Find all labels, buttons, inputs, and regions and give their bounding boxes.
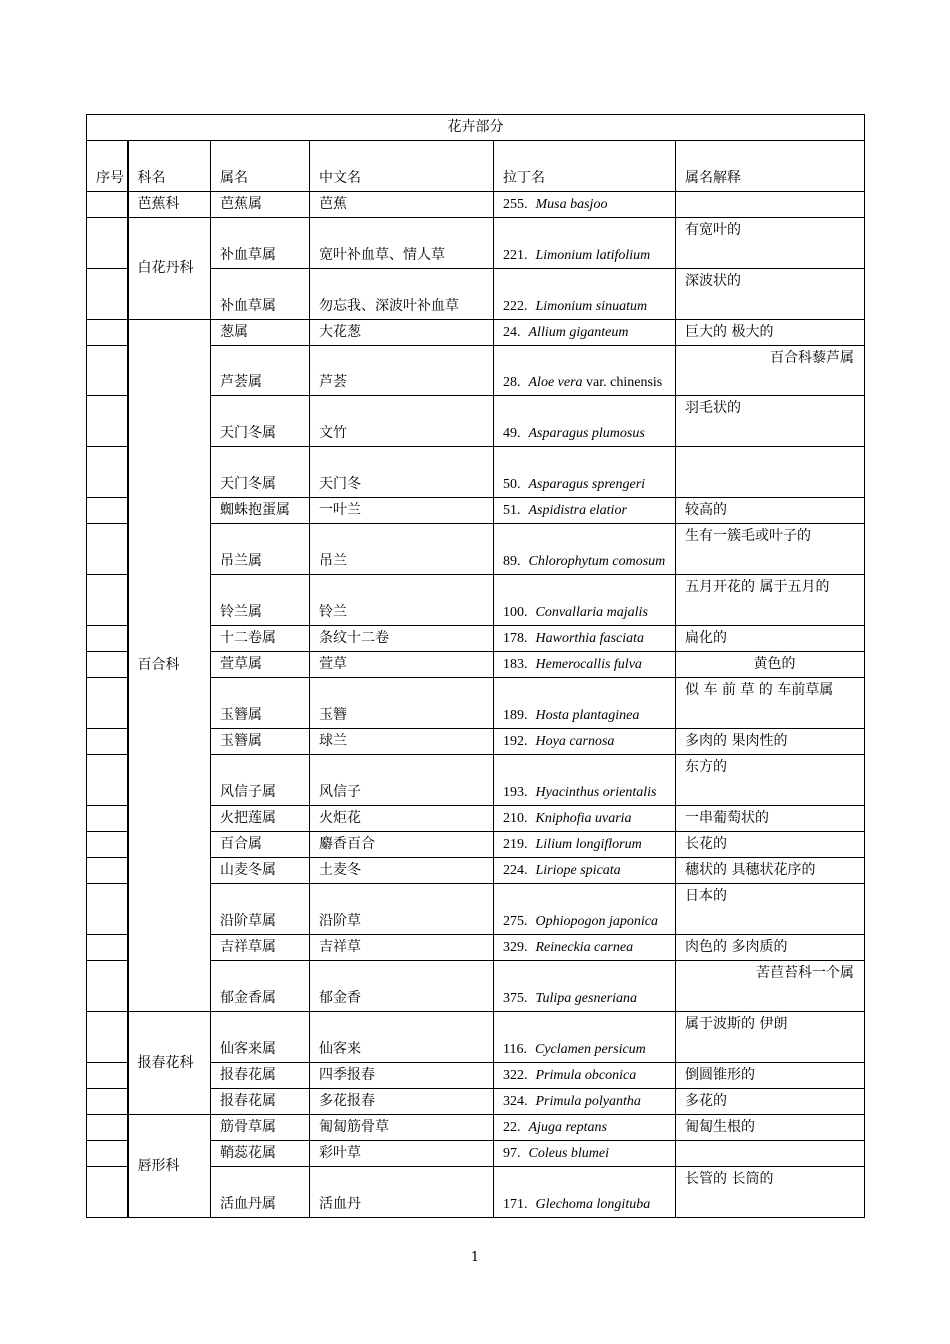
family-cell: 报春花科 [128,1012,211,1115]
chinese-name-cell: 多花报春 [310,1089,494,1115]
latin-name-cell [494,192,676,218]
table-body [87,115,865,1218]
latin-name-cell [494,961,676,1012]
latin-binomial: Aloe vera [528,375,583,390]
table-title-row [87,115,865,141]
latin-name-cell [494,1089,676,1115]
header-genus: 属名 [211,141,310,192]
chinese-name-cell: 四季报春 [310,1063,494,1089]
species-number: 192. [503,734,528,749]
latin-binomial: Tulipa gesneriana [535,991,638,1006]
latin-name-cell [494,652,676,678]
genus-cell: 风信子属 [211,755,310,806]
genus-meaning-cell: 匍匐生根的 [676,1115,865,1141]
chinese-name-cell: 仙客来 [310,1012,494,1063]
index-cell [87,447,128,498]
genus-meaning-cell: 日本的 [676,884,865,935]
species-number: 210. [503,811,528,826]
species-number: 329. [503,940,528,955]
species-number: 322. [503,1068,528,1083]
latin-name-cell [494,396,676,447]
chinese-name-cell: 沿阶草 [310,884,494,935]
genus-cell: 报春花属 [211,1063,310,1089]
latin-binomial: Hosta plantaginea [535,708,640,723]
genus-cell: 沿阶草属 [211,884,310,935]
table-row [87,1012,865,1063]
index-cell [87,498,128,524]
chinese-name-cell: 勿忘我、深波叶补血草 [310,269,494,320]
chinese-name-cell: 芦荟 [310,346,494,396]
genus-meaning-cell: 苦苣苔科一个属 [676,961,865,1012]
index-cell [87,652,128,678]
genus-cell: 吊兰属 [211,524,310,575]
header-index: 序号 [87,141,128,192]
latin-name-cell [494,832,676,858]
genus-meaning-cell: 百合科藜芦属 [676,346,865,396]
species-number: 224. [503,863,528,878]
genus-cell: 萱草属 [211,652,310,678]
latin-binomial: Hemerocallis fulva [535,657,642,672]
chinese-name-cell: 玉簪 [310,678,494,729]
genus-cell: 报春花属 [211,1089,310,1115]
latin-name-cell [494,729,676,755]
genus-cell: 芭蕉属 [211,192,310,218]
latin-binomial: Coleus blumei [528,1146,609,1161]
index-cell [87,678,128,729]
species-number: 97. [503,1146,521,1161]
species-table [86,114,865,1218]
latin-binomial: Kniphofia uvaria [535,811,632,826]
index-cell [87,729,128,755]
latin-name-cell [494,1063,676,1089]
species-number: 28. [503,375,521,390]
chinese-name-cell: 活血丹 [310,1167,494,1218]
latin-binomial: Limonium latifolium [535,248,651,263]
genus-cell: 山麦冬属 [211,858,310,884]
latin-binomial: Convallaria majalis [535,605,648,620]
chinese-name-cell: 芭蕉 [310,192,494,218]
species-number: 100. [503,605,528,620]
family-cell: 百合科 [128,320,211,1012]
index-cell [87,935,128,961]
latin-name-cell [494,755,676,806]
genus-meaning-cell: 黄色的 [676,652,865,678]
latin-name-cell [494,218,676,269]
table-row [87,218,865,269]
chinese-name-cell: 萱草 [310,652,494,678]
index-cell [87,1089,128,1115]
header-family: 科名 [128,141,211,192]
index-cell [87,1141,128,1167]
latin-name-cell [494,320,676,346]
latin-name-cell [494,806,676,832]
genus-cell: 补血草属 [211,218,310,269]
species-number: 183. [503,657,528,672]
index-cell [87,858,128,884]
index-cell [87,192,128,218]
index-cell [87,806,128,832]
index-cell [87,575,128,626]
table-row [87,192,865,218]
chinese-name-cell: 火炬花 [310,806,494,832]
species-number: 24. [503,325,521,340]
genus-meaning-cell: 扁化的 [676,626,865,652]
genus-cell: 葱属 [211,320,310,346]
latin-name-cell [494,678,676,729]
genus-meaning-cell: 肉色的 多肉质的 [676,935,865,961]
index-cell [87,218,128,269]
latin-name-cell [494,935,676,961]
chinese-name-cell: 麝香百合 [310,832,494,858]
latin-binomial: Musa basjoo [535,197,608,212]
genus-meaning-cell: 羽毛状的 [676,396,865,447]
family-cell: 芭蕉科 [128,192,211,218]
latin-binomial: Hyacinthus orientalis [535,785,657,800]
species-number: 255. [503,197,528,212]
genus-meaning-cell: 长花的 [676,832,865,858]
latin-name-cell [494,498,676,524]
chinese-name-cell: 郁金香 [310,961,494,1012]
latin-name-cell [494,884,676,935]
latin-name-cell [494,1167,676,1218]
latin-binomial: Lilium longiflorum [535,837,642,852]
genus-meaning-cell: 属于波斯的 伊朗 [676,1012,865,1063]
latin-binomial: Ophiopogon japonica [535,914,658,929]
genus-meaning-cell: 穗状的 具穗状花序的 [676,858,865,884]
genus-meaning-cell: 五月开花的 属于五月的 [676,575,865,626]
table-title: 花卉部分 [87,115,865,141]
index-cell [87,320,128,346]
genus-cell: 蜘蛛抱蛋属 [211,498,310,524]
index-cell [87,961,128,1012]
genus-meaning-cell: 生有一簇毛或叶子的 [676,524,865,575]
chinese-name-cell: 吊兰 [310,524,494,575]
species-number: 89. [503,554,521,569]
family-cell: 唇形科 [128,1115,211,1218]
latin-binomial: Hoya carnosa [535,734,615,749]
genus-meaning-cell: 有宽叶的 [676,218,865,269]
latin-name-cell [494,1012,676,1063]
genus-meaning-cell: 多花的 [676,1089,865,1115]
latin-binomial: Limonium sinuatum [535,299,648,314]
latin-binomial: Cyclamen persicum [534,1042,646,1057]
latin-binomial: Allium giganteum [528,325,629,340]
index-cell [87,396,128,447]
genus-cell: 筋骨草属 [211,1115,310,1141]
chinese-name-cell: 球兰 [310,729,494,755]
latin-name-cell [494,1141,676,1167]
latin-binomial: Primula polyantha [535,1094,641,1109]
genus-cell: 活血丹属 [211,1167,310,1218]
latin-binomial: Ajuga reptans [528,1120,607,1135]
genus-cell: 铃兰属 [211,575,310,626]
genus-meaning-cell: 倒圆锥形的 [676,1063,865,1089]
index-cell [87,884,128,935]
species-number: 219. [503,837,528,852]
table-row [87,320,865,346]
species-number: 222. [503,299,528,314]
table-row [87,1115,865,1141]
genus-cell: 火把莲属 [211,806,310,832]
genus-cell: 天门冬属 [211,447,310,498]
species-number: 50. [503,477,521,492]
latin-binomial: Primula obconica [535,1068,637,1083]
chinese-name-cell: 宽叶补血草、情人草 [310,218,494,269]
index-cell [87,755,128,806]
table-header-row [87,141,865,192]
genus-cell: 鞘蕊花属 [211,1141,310,1167]
family-cell: 白花丹科 [128,218,211,320]
species-number: 49. [503,426,521,441]
genus-cell: 芦荟属 [211,346,310,396]
chinese-name-cell: 大花葱 [310,320,494,346]
genus-cell: 玉簪属 [211,678,310,729]
genus-meaning-cell [676,447,865,498]
chinese-name-cell: 匍匐筋骨草 [310,1115,494,1141]
genus-cell: 玉簪属 [211,729,310,755]
latin-name-cell [494,269,676,320]
latin-binomial: Asparagus plumosus [528,426,645,441]
latin-binomial: Aspidistra elatior [528,503,627,518]
chinese-name-cell: 天门冬 [310,447,494,498]
genus-cell: 百合属 [211,832,310,858]
genus-meaning-cell [676,1141,865,1167]
genus-cell: 补血草属 [211,269,310,320]
page-number: 1 [470,1250,480,1265]
index-cell [87,524,128,575]
genus-cell: 吉祥草属 [211,935,310,961]
chinese-name-cell: 条纹十二卷 [310,626,494,652]
species-number: 189. [503,708,528,723]
latin-binomial: Haworthia fasciata [535,631,645,646]
latin-name-cell [494,575,676,626]
genus-cell: 仙客来属 [211,1012,310,1063]
latin-binomial: Reineckia carnea [535,940,634,955]
latin-binomial: Chlorophytum comosum [528,554,666,569]
index-cell [87,346,128,396]
genus-meaning-cell [676,192,865,218]
latin-name-cell [494,858,676,884]
species-number: 275. [503,914,528,929]
header-chinese-name: 中文名 [310,141,494,192]
species-number: 375. [503,991,528,1006]
latin-binomial: Liriope spicata [535,863,621,878]
latin-binomial: Glechoma longituba [535,1197,651,1212]
species-number: 116. [503,1042,527,1057]
species-number: 324. [503,1094,528,1109]
chinese-name-cell: 吉祥草 [310,935,494,961]
species-number: 178. [503,631,528,646]
index-cell [87,626,128,652]
genus-meaning-cell: 一串葡萄状的 [676,806,865,832]
chinese-name-cell: 土麦冬 [310,858,494,884]
latin-name-cell [494,447,676,498]
chinese-name-cell: 铃兰 [310,575,494,626]
genus-cell: 天门冬属 [211,396,310,447]
genus-cell: 十二卷属 [211,626,310,652]
latin-name-cell [494,1115,676,1141]
genus-cell: 郁金香属 [211,961,310,1012]
latin-name-cell [494,346,676,396]
chinese-name-cell: 风信子 [310,755,494,806]
latin-name-cell [494,524,676,575]
latin-qualifier: var. chinensis [586,375,663,390]
chinese-name-cell: 一叶兰 [310,498,494,524]
index-cell [87,1115,128,1141]
genus-meaning-cell: 巨大的 极大的 [676,320,865,346]
species-number: 221. [503,248,528,263]
index-cell [87,1063,128,1089]
species-number: 193. [503,785,528,800]
species-number: 22. [503,1120,521,1135]
genus-meaning-cell: 似 车 前 草 的 车前草属 [676,678,865,729]
genus-meaning-cell: 东方的 [676,755,865,806]
genus-meaning-cell: 较高的 [676,498,865,524]
species-number: 171. [503,1197,528,1212]
chinese-name-cell: 彩叶草 [310,1141,494,1167]
latin-name-cell [494,626,676,652]
index-cell [87,269,128,320]
chinese-name-cell: 文竹 [310,396,494,447]
index-cell [87,1012,128,1063]
genus-meaning-cell: 多肉的 果肉性的 [676,729,865,755]
header-genus-meaning: 属名解释 [676,141,865,192]
latin-binomial: Asparagus sprengeri [528,477,646,492]
index-cell [87,832,128,858]
species-number: 51. [503,503,521,518]
index-cell [87,1167,128,1218]
genus-meaning-cell: 深波状的 [676,269,865,320]
genus-meaning-cell: 长管的 长筒的 [676,1167,865,1218]
header-latin-name: 拉丁名 [494,141,676,192]
